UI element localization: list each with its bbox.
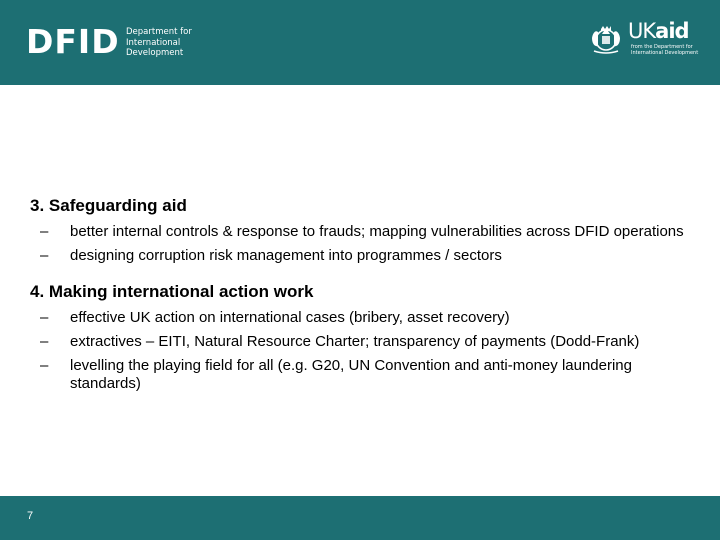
- section-heading: [30, 281, 700, 303]
- dfid-subtitle-line: International: [126, 37, 181, 48]
- bullet-list: [30, 309, 700, 393]
- bullet-item: [30, 333, 700, 351]
- section-international-action: [30, 281, 700, 393]
- ukaid-logo: [588, 18, 698, 64]
- dfid-subtitle: [126, 27, 216, 59]
- bullet-text: designing corruption risk management into programmes / sectors: [70, 247, 502, 264]
- bullet-item: [30, 247, 700, 265]
- bullet-item: [30, 309, 700, 327]
- dfid-wordmark: DFID: [26, 22, 120, 61]
- bullet-marker: –: [40, 357, 49, 374]
- section-title: Making international action work: [48, 282, 314, 301]
- royal-crest-icon: [588, 20, 624, 56]
- slide-content: [30, 195, 700, 399]
- header-bar: [0, 0, 720, 85]
- ukaid-aid: aid: [655, 19, 689, 43]
- bullet-text: levelling the playing field for all (e.g. G20, UN Convention and anti-money laundering standards): [70, 357, 632, 392]
- ukaid-tagline-line: from the Department for: [631, 44, 693, 50]
- bullet-marker: –: [40, 309, 49, 326]
- section-number: 4.: [30, 282, 45, 301]
- dfid-subtitle-line: Development: [126, 48, 184, 58]
- bullet-item: [30, 223, 700, 241]
- dfid-subtitle-line: Department for: [126, 27, 192, 37]
- ukaid-tagline: [631, 44, 701, 56]
- bullet-item: [30, 357, 700, 393]
- bullet-text: extractives – EITI, Natural Resource Charter; transparency of payments (Dodd-Frank): [70, 333, 640, 350]
- ukaid-tagline-line: International Development: [631, 50, 699, 56]
- bullet-marker: –: [40, 333, 49, 350]
- ukaid-uk: UK: [628, 19, 656, 43]
- footer-bar: [0, 496, 720, 540]
- bullet-marker: –: [40, 223, 49, 240]
- bullet-text: better internal controls & response to frauds; mapping vulnerabilities across DFID operations: [70, 223, 684, 240]
- bullet-marker: –: [40, 247, 49, 264]
- ukaid-wordmark: [628, 18, 689, 44]
- section-safeguarding-aid: [30, 195, 700, 265]
- section-number: 3.: [30, 196, 45, 215]
- section-heading: [30, 195, 700, 217]
- section-title: Safeguarding aid: [48, 196, 187, 215]
- bullet-list: [30, 223, 700, 265]
- bullet-text: effective UK action on international cases (bribery, asset recovery): [70, 309, 510, 326]
- page-number: 7: [27, 510, 34, 522]
